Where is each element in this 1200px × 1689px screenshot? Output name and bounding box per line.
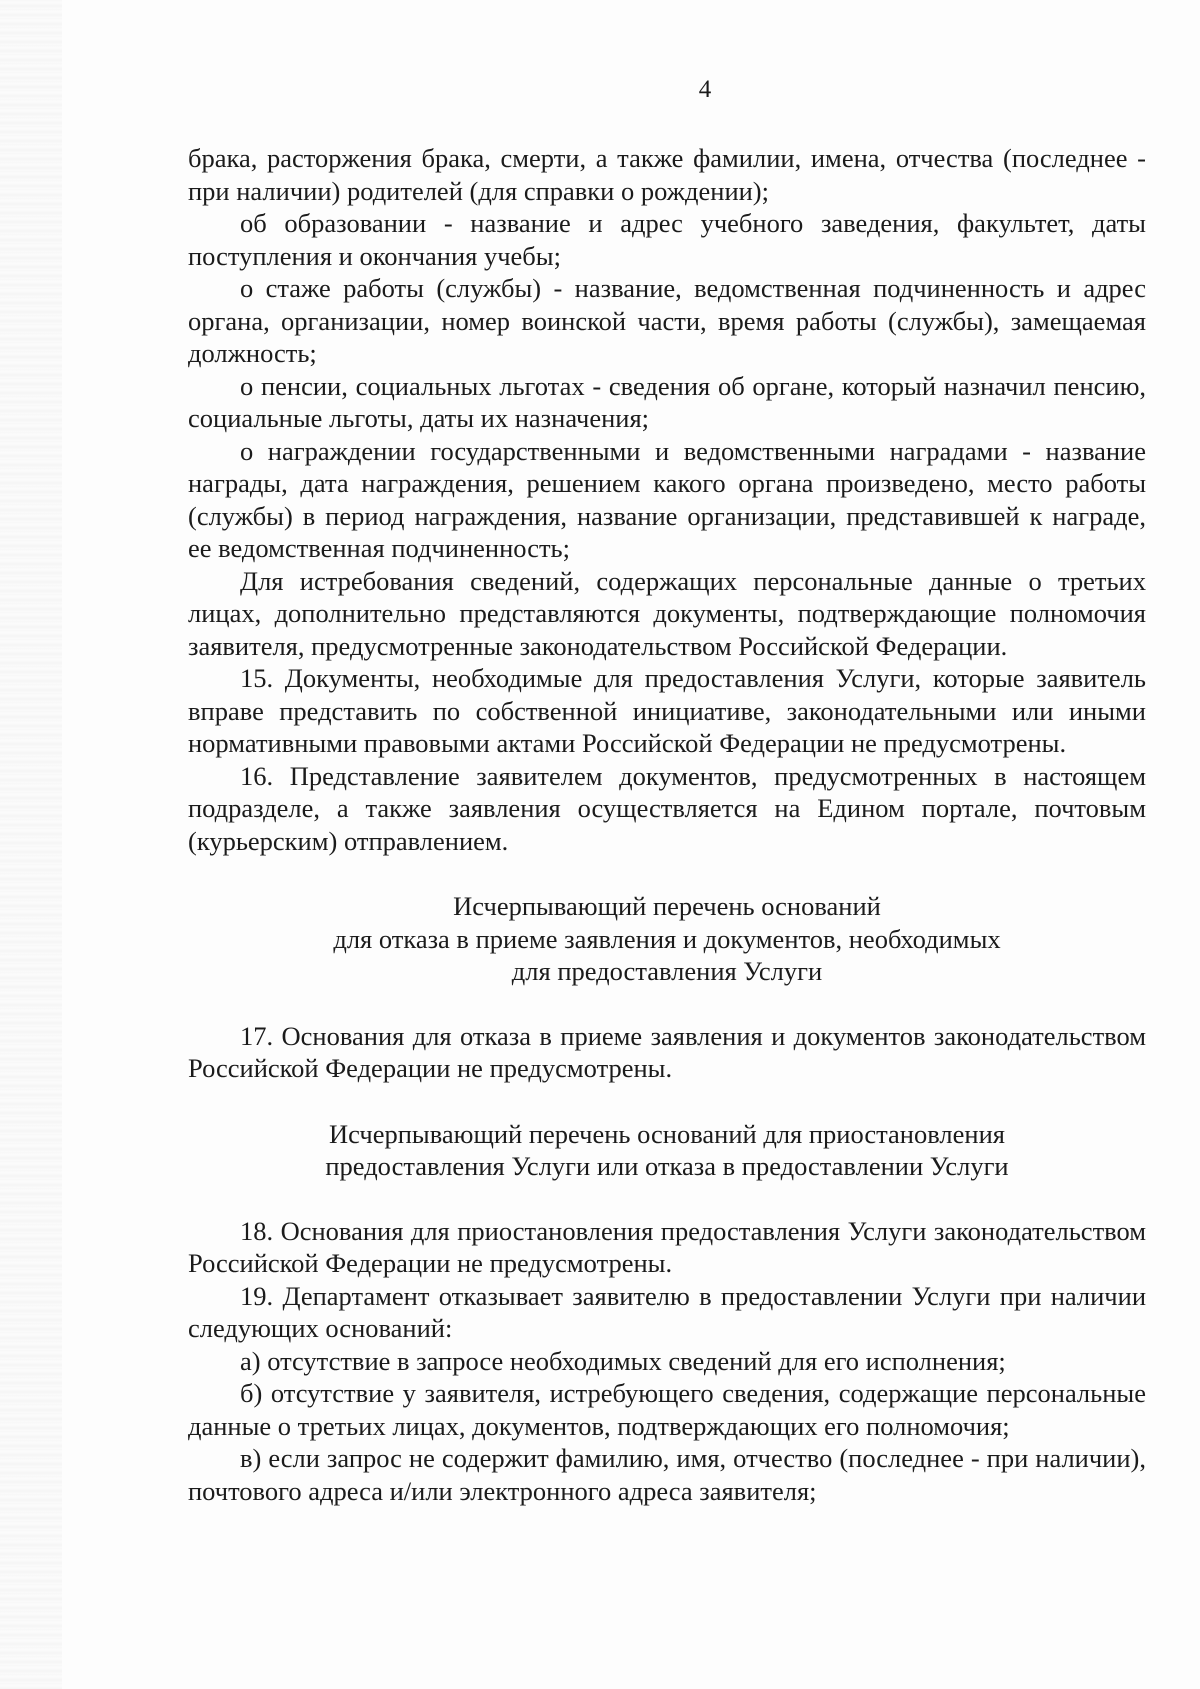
section-refusal-acceptance <box>188 1020 1146 1085</box>
document-body <box>188 142 1146 1507</box>
section-suspension <box>188 1215 1146 1508</box>
paragraph: 17. Основания для отказа в приеме заявления и документов законодательством Российской Федерации не предусмотрены. <box>188 1020 1146 1083</box>
section-heading-suspension <box>188 1118 1146 1183</box>
paragraph: 18. Основания для приостановления предоставления Услуги законодательством Российской Федерации не предусмотрены. <box>188 1215 1146 1278</box>
paragraph: о стаже работы (службы) - название, ведомственная подчиненность и адрес органа, организации, номер воинской части, время работы (службы), замещаемая должность; <box>188 273 1146 368</box>
list-item: а) отсутствие в запросе необходимых сведений для его исполнения; <box>240 1345 1006 1376</box>
scan-edge-noise <box>0 0 62 1689</box>
section-heading-refusal-acceptance <box>188 890 1146 988</box>
paragraph: 19. Департамент отказывает заявителю в предоставлении Услуги при наличии следующих оснований: <box>188 1280 1146 1343</box>
paragraph: 15. Документы, необходимые для предоставления Услуги, которые заявитель вправе представить по собственной инициативе, законодательными или иными нормативными правовыми актами Российской Федерации не предусмотрены. <box>188 663 1146 758</box>
paragraph: 16. Представление заявителем документов, предусмотренных в настоящем подразделе, а также заявления осуществляется на Едином портале, почтовым (курьерским) отправлением. <box>188 760 1146 856</box>
paragraph: о награждении государственными и ведомственными наградами - название награды, дата награждения, решением какого органа произведено, место работы (службы) в период награждения, название организации, представившей к награде, ее ведомственная подчиненность; <box>188 435 1146 563</box>
heading-line: Исчерпывающий перечень оснований <box>453 891 881 921</box>
heading-line: для отказа в приеме заявления и документов, необходимых <box>333 923 1001 954</box>
section-documents <box>188 142 1146 857</box>
paragraph: Для истребования сведений, содержащих персональные данные о третьих лицах, дополнительно представляются документы, подтверждающие полномочия заявителя, предусмотренные законодательством Российской Федерации. <box>188 565 1146 661</box>
list-item: б) отсутствие у заявителя, истребующего сведения, содержащие персональные данные о третьих лицах, документов, подтверждающих его полномочия; <box>188 1378 1146 1441</box>
paragraph: о пенсии, социальных льготах - сведения об органе, который назначил пенсию, социальные льготы, даты их назначения; <box>188 370 1146 433</box>
heading-line: для предоставления Услуги <box>511 956 823 986</box>
paragraph: брака, расторжения брака, смерти, а также фамилии, имена, отчества (последнее - при наличии) родителей (для справки о рождении); <box>188 143 1146 206</box>
heading-line: Исчерпывающий перечень оснований для приостановления <box>329 1118 1005 1149</box>
list-item: в) если запрос не содержит фамилию, имя, отчество (последнее - при наличии), почтового адреса и/или электронного адреса заявителя; <box>188 1443 1146 1506</box>
heading-line: предоставления Услуги или отказа в предоставлении Услуги <box>325 1151 1009 1181</box>
page-number: 4 <box>698 76 712 103</box>
paragraph: об образовании - название и адрес учебного заведения, факультет, даты поступления и окончания учебы; <box>188 208 1146 271</box>
